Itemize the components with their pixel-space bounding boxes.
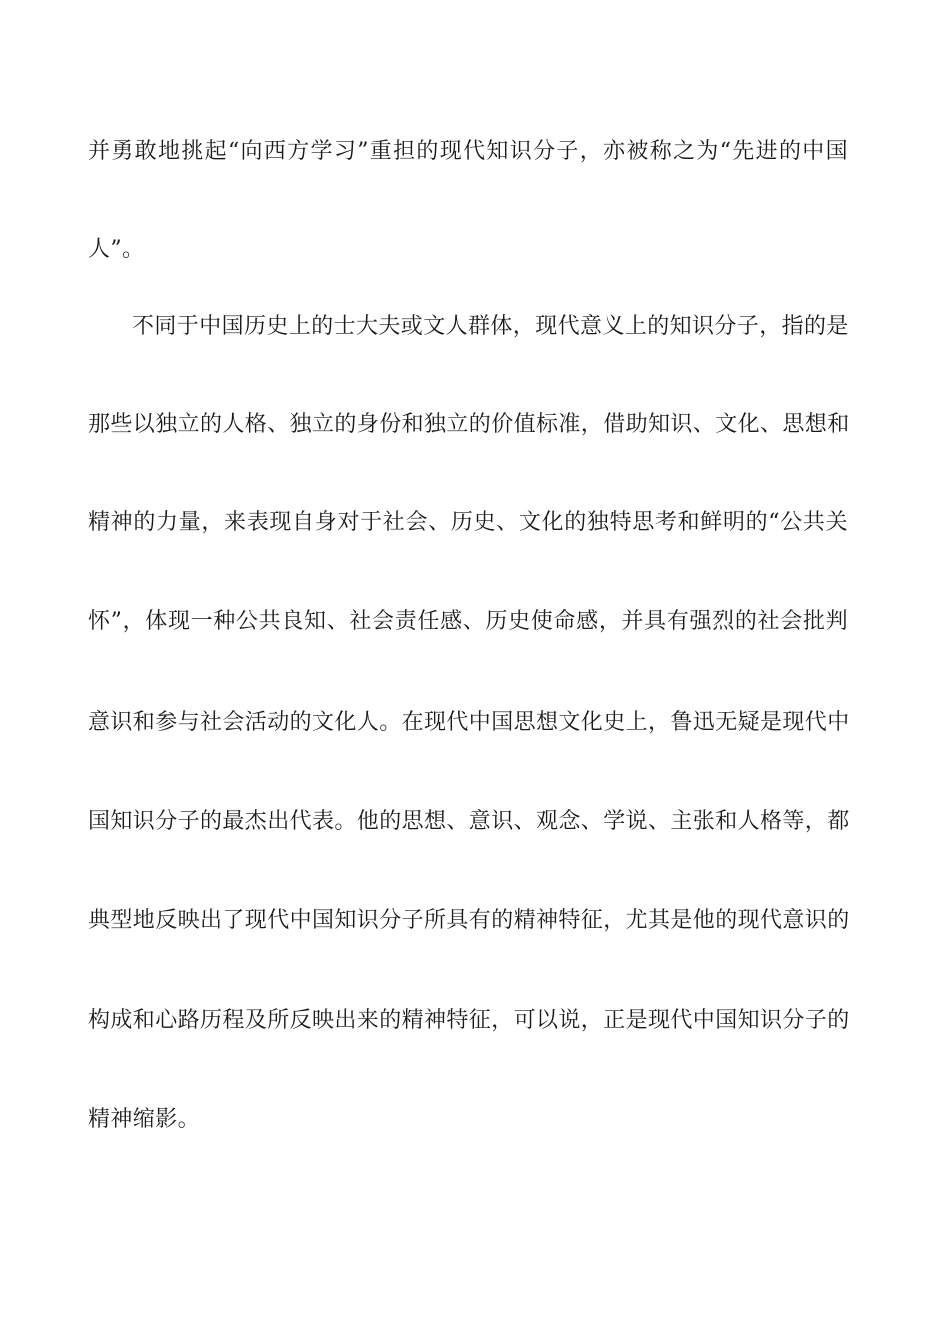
text-line: 国知识分子的最杰出代表。他的思想、意识、观念、学说、主张和人格等，都 (88, 809, 850, 834)
paragraph-first-line: 不同于中国历史上的士大夫或文人群体，现代意义上的知识分子，指的是 (132, 314, 849, 339)
text-line: 那些以独立的人格、独立的身份和独立的价值标准，借助知识、文化、思想和 (88, 412, 850, 437)
text-line: 人”。 (88, 237, 145, 262)
text-line: 精神的力量，来表现自身对于社会、历史、文化的独特思考和鲜明的“公共关 (88, 510, 848, 535)
text-line: 并勇敢地挑起“向西方学习”重担的现代知识分子，亦被称之为“先进的中国 (88, 139, 848, 164)
text-line: 典型地反映出了现代中国知识分子所具有的精神特征，尤其是他的现代意识的 (88, 908, 850, 933)
text-line: 意识和参与社会活动的文化人。在现代中国思想文化史上，鲁迅无疑是现代中 (88, 710, 850, 735)
text-line: 构成和心路历程及所反映出来的精神特征，可以说，正是现代中国知识分子的 (88, 1008, 850, 1033)
text-line: 怀”，体现一种公共良知、社会责任感、历史使命感，并具有强烈的社会批判 (88, 609, 848, 634)
text-line: 精神缩影。 (88, 1107, 201, 1132)
